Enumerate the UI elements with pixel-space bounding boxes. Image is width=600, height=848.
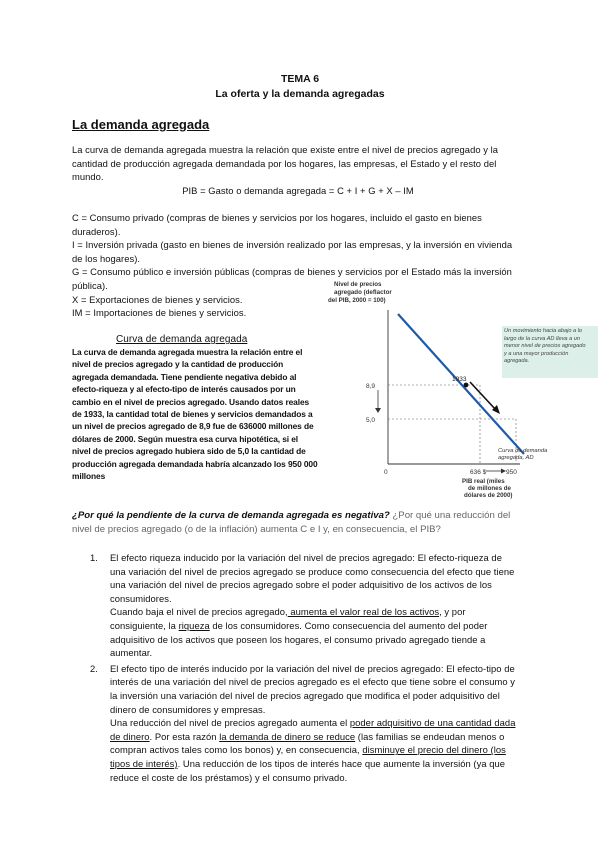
movement-arrow [470,382,496,410]
gdp-formula: PIB = Gasto o demanda agregada = C + I + G + X – IM [182,185,414,196]
effects-list [90,551,520,784]
point-1933 [464,383,469,388]
wealth-effect-definition: El efecto riqueza inducido por la variación del nivel de precios agregado: El efecto-riqueza de una variación del nivel de precios agregado se produce como consecuencia del efecto que tiene una variación del nivel de precios agregado sobre el poder adquisitivo de los activos de los consumidores. [110,552,515,604]
x-axis-label-line2: de millones de [468,485,511,492]
definition-i: I = Inversión privada (gasto en bienes de inversión realizado por las empresas, y la inversión en vivienda de los hogares). [72,239,513,264]
x-axis-label-line1: PIB real (miles [462,478,505,485]
curve-label-line1: Curva de demanda [498,448,548,454]
definition-im: IM = Importaciones de bienes y servicios. [72,307,247,319]
y-axis-label-line1: Nivel de precios [334,281,382,288]
section-heading: La demanda agregada [72,117,210,132]
x-tick-950: 950 [506,469,517,476]
question-rest: ¿Por qué una reducción del nivel de precios agregado (o de la inflación) aumenta C e I y, en consecuencia, el PIB? [72,510,511,535]
definition-x: X = Exportaciones de bienes y servicios. [72,293,243,305]
topic-title: TEMA 6 [280,73,320,85]
curve-paragraph: La curva de demanda agregada muestra la relación entre el nivel de precios agregado y la cantidad de producción agregada demandada. Tiene pendiente negativa debido al efecto-riqueza y al efecto-tipo de interés causados por un cambio en el nivel de precios agregado. Usando datos reales de 1933, la cantidad total de bienes y servicios demandados a un nivel de precios agregado de 8,9 fue de 636000 millones de dólares de 2000. Según muestra esa curva hipotética, si el nivel de precios agregado hubiera sido de 5,0 la cantidad de producción agregada demandada habría alcanzado los 950 000 millones [72,347,318,482]
curve-label-line2: agregada, AD [498,455,534,461]
list-item-wealth-effect [90,551,520,660]
y-axis-label-line3: del PIB, 2000 = 100) [328,297,386,304]
definition-g: G = Consumo público e inversión públicas (compras de bienes y servicios por el Estado más la inversión pública). [72,266,512,291]
y-tick-50: 5,0 [366,417,376,424]
question-bold: ¿Por qué la pendiente de la curva de demanda agregada es negativa? [72,510,390,521]
intro-paragraph: La curva de demanda agregada muestra la relación que existe entre el nivel de precios agregado y la cantidad de producción agregada demandada por los hogares, las empresas, el Estado y el resto del mundo. [72,144,499,183]
interest-effect-explanation: Una reducción del nivel de precios agregado aumenta el poder adquisitivo de una cantidad dada de dinero. Por esta razón la demanda de dinero se reduce (las familias se endeudan menos o compran activos tales como los bonos) y, en consecuencia, disminuye el precio del dinero (los tipos de interés). Una reducción de los tipos de interés hace que aumente la inversión (ya que reduce el coste de los préstamos) y el consumo privado. [110,717,516,783]
y-tick-89: 8,9 [366,383,376,390]
x-tick-0: 0 [384,469,388,476]
interest-effect-definition: El efecto tipo de interés inducido por la variación del nivel de precios agregado: El efecto-tipo de interés de una variación del nivel de precios agregado es el efecto que tiene sobre el consumo y la inversión una variación del nivel de precios agregado que modifica el poder adquisitivo del dinero de consumidores y empresas. [110,662,516,715]
list-number: 2. [90,662,98,674]
definition-c: C = Consumo privado (compras de bienes y servicios por los hogares, incluido el gasto en bienes duraderos). [72,212,482,237]
point-label-1933: 1933 [452,376,467,383]
list-number: 1. [90,552,98,563]
annotation-text: Un movimiento hacia abajo a lo largo de la curva AD lleva a un menor nivel de precios agregado y a una mayor producción agregada. [504,328,586,365]
down-arrow-icon [375,408,381,413]
curve-heading: Curva de demanda agregada [116,334,248,345]
x-tick-636: 636 $ [470,469,487,476]
page-subtitle: La oferta y la demanda agregadas [215,88,385,100]
y-axis-label-line2: agregado (deflactor [334,289,392,296]
list-item-interest-effect [90,662,520,784]
key-question [72,509,528,536]
wealth-effect-explanation: Cuando baja el nivel de precios agregado, aumenta el valor real de los activos, y por consiguiente, la riqueza de los consumidores. Como consecuencia del aumento del poder adquisitivo de los activos que poseen los hogares, el consumo privado agregado tiende a aumentar. [110,606,488,659]
x-axis-label-line3: dólares de 2000) [464,492,513,499]
